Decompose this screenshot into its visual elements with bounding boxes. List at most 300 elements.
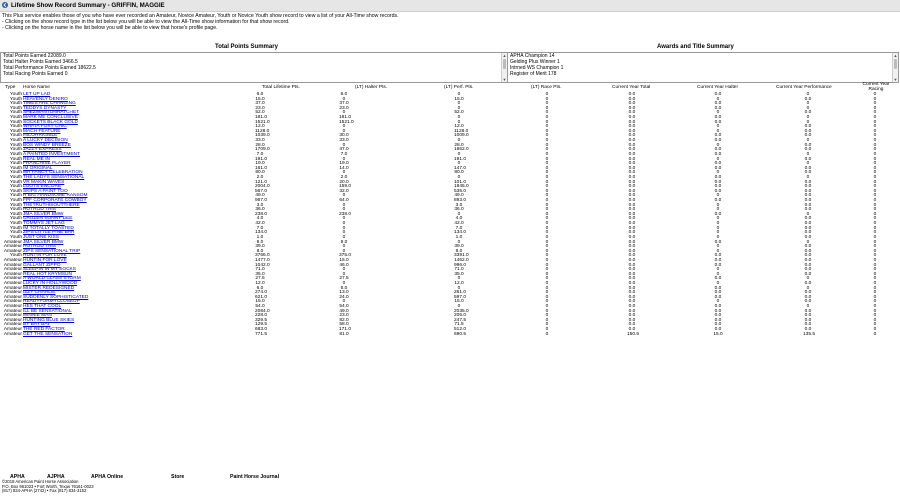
row-halter: 14.0 bbox=[339, 165, 349, 171]
row-type[interactable]: Youth bbox=[9, 92, 22, 97]
row-lifetime: 957.0 bbox=[255, 198, 268, 204]
row-perf: 261.0 bbox=[454, 290, 467, 296]
row-lifetime: 6.0 bbox=[256, 285, 264, 291]
row-type[interactable]: Youth bbox=[9, 211, 22, 217]
row-halter: 159.0 bbox=[339, 184, 352, 190]
row-horse-name-link[interactable]: FPF CORPORATE COWBOY bbox=[23, 198, 87, 204]
row-race: 0 bbox=[545, 271, 549, 277]
row-horse-name-link[interactable]: TEDDYS DYNASTY bbox=[23, 105, 67, 111]
intro-line: This Plus service enables those of you who have ever recorded an Amateur, Novice Amateur, Youth or Novice Youth show record to view a list of your All-Time show records. bbox=[2, 13, 399, 19]
row-lifetime: 2084.0 bbox=[255, 308, 270, 314]
row-horse-name-link[interactable]: SKIPS A PAINT TOO bbox=[23, 188, 68, 194]
row-cy-total: 0.0 bbox=[628, 193, 636, 199]
row-cy-halter: 0.0 bbox=[714, 165, 722, 171]
row-type[interactable]: Amateur bbox=[3, 257, 22, 263]
row-lifetime: 42.0 bbox=[255, 221, 265, 227]
row-race: 0 bbox=[545, 211, 549, 217]
row-cy-halter: 0 bbox=[716, 225, 720, 231]
row-cy-racing: 0 bbox=[873, 161, 877, 167]
row-horse-name-link[interactable]: SOCKETS BLACK GOLD bbox=[23, 119, 78, 125]
footer-link-journal[interactable]: Paint Horse Journal bbox=[230, 474, 280, 480]
row-type[interactable]: Youth bbox=[9, 156, 22, 162]
row-cy-halter: 0.0 bbox=[714, 198, 722, 204]
row-race: 0 bbox=[545, 101, 549, 107]
row-type[interactable]: Youth bbox=[9, 221, 22, 227]
row-type[interactable]: Youth bbox=[9, 225, 22, 231]
row-cy-racing: 0 bbox=[873, 105, 877, 111]
row-horse-name-link[interactable]: MARK ME CONCLUSIVE bbox=[23, 115, 78, 121]
row-horse-name-link[interactable]: MACH FEATURE bbox=[23, 128, 61, 134]
row-race: 0 bbox=[545, 138, 549, 144]
row-cy-perf: 0 bbox=[806, 119, 810, 125]
row-type[interactable]: Youth bbox=[9, 198, 22, 204]
scroll-down-icon[interactable]: ▼ bbox=[893, 77, 898, 82]
row-horse-name-link[interactable]: SUDDENLY SOPHISTICATED bbox=[23, 294, 89, 300]
row-horse-name-link[interactable]: JMA SILVER BMW bbox=[23, 211, 64, 217]
row-cy-perf: 0 bbox=[806, 92, 810, 97]
col-lifetime: Total Lifetime Pts. bbox=[262, 85, 300, 90]
row-cy-racing: 0 bbox=[873, 170, 877, 176]
row-type[interactable]: Youth bbox=[9, 179, 22, 185]
row-lifetime: 329.5 bbox=[255, 317, 268, 323]
row-halter: 0 bbox=[342, 207, 346, 213]
row-halter: 0 bbox=[342, 225, 346, 231]
row-horse-name-link[interactable]: MISTER REDESIGNED bbox=[23, 285, 75, 291]
row-halter: 0 bbox=[342, 170, 346, 176]
row-lifetime: 129.5 bbox=[255, 322, 268, 328]
row-halter: 0 bbox=[342, 299, 346, 305]
row-cy-halter: 0.0 bbox=[714, 239, 722, 245]
row-type[interactable]: Youth bbox=[9, 128, 22, 134]
row-horse-name-link[interactable]: HUNTIN FOR LOVE bbox=[23, 257, 67, 263]
row-halter: 13.0 bbox=[339, 290, 349, 296]
row-type[interactable]: Amateur bbox=[3, 244, 22, 250]
row-cy-total: 0.0 bbox=[628, 230, 636, 236]
row-perf: 0 bbox=[457, 115, 461, 121]
row-horse-name-link[interactable]: THE LADYS SENSATIONAL bbox=[23, 174, 85, 180]
row-cy-racing: 0 bbox=[873, 257, 877, 263]
list-item: Total Performance Points Earned 18622.5 bbox=[3, 65, 96, 71]
row-horse-name-link[interactable]: GALLANT ZIPPO bbox=[23, 262, 61, 268]
row-type[interactable]: Amateur bbox=[3, 322, 22, 328]
row-cy-halter: 0.0 bbox=[714, 327, 722, 333]
row-perf: 28.0 bbox=[454, 142, 464, 148]
row-type[interactable]: Amateur bbox=[3, 239, 22, 245]
row-type[interactable]: Youth bbox=[9, 174, 22, 180]
row-type[interactable]: Youth bbox=[9, 101, 22, 107]
row-type[interactable]: Amateur bbox=[3, 248, 22, 254]
row-horse-name-link[interactable]: TIMES ARE CHANGING bbox=[23, 101, 76, 107]
row-halter: 24.0 bbox=[339, 294, 349, 300]
row-perf: 71.5 bbox=[454, 322, 464, 328]
row-lifetime: 23.0 bbox=[255, 105, 265, 111]
back-arrow-icon[interactable] bbox=[2, 2, 8, 8]
row-type[interactable]: Youth bbox=[9, 115, 22, 121]
row-horse-name-link[interactable]: HES THAT COOL bbox=[23, 304, 62, 310]
row-cy-total: 0.0 bbox=[628, 313, 636, 319]
row-lifetime: 621.0 bbox=[255, 294, 268, 300]
row-lifetime: 228.0 bbox=[255, 313, 268, 319]
row-cy-total: 0.0 bbox=[628, 128, 636, 134]
row-horse-name-link[interactable]: WHATA FOXY CHIC bbox=[23, 124, 67, 130]
row-type[interactable]: Youth bbox=[9, 110, 22, 116]
row-cy-total: 0.0 bbox=[628, 110, 636, 116]
row-horse-name-link[interactable]: REAL HOT KRYMSUN bbox=[23, 271, 72, 277]
row-race: 0 bbox=[545, 327, 549, 333]
row-cy-racing: 0 bbox=[873, 322, 877, 328]
row-cy-racing: 0 bbox=[873, 216, 877, 222]
row-cy-total: 0.0 bbox=[628, 101, 636, 107]
row-cy-total: 0.0 bbox=[628, 188, 636, 194]
row-lifetime: 161.0 bbox=[255, 165, 268, 171]
row-cy-halter: 0 bbox=[716, 124, 720, 130]
row-cy-perf: 0 bbox=[806, 285, 810, 291]
row-perf: 52.0 bbox=[454, 110, 464, 116]
row-halter: 0 bbox=[342, 216, 346, 222]
row-halter: 49.0 bbox=[339, 308, 349, 314]
row-cy-halter: 0.0 bbox=[714, 101, 722, 107]
row-perf: 36.0 bbox=[454, 207, 464, 213]
row-type[interactable]: Youth bbox=[9, 184, 22, 190]
row-race: 0 bbox=[545, 239, 549, 245]
row-race: 0 bbox=[545, 276, 549, 282]
row-horse-name-link[interactable]: IM ORIGINAL bbox=[23, 165, 53, 171]
row-halter: 0 bbox=[342, 280, 346, 286]
row-perf: 49.0 bbox=[454, 193, 464, 199]
footer-link-apha[interactable]: APHA bbox=[10, 474, 25, 480]
row-horse-name-link[interactable]: A LUCKY DECISION bbox=[23, 138, 68, 144]
row-horse-name-link[interactable]: IM TOTALLY TOASTED bbox=[23, 225, 74, 231]
row-halter: 6.0 bbox=[340, 285, 348, 291]
row-cy-racing: 0 bbox=[873, 294, 877, 300]
scroll-up-icon[interactable]: ▲ bbox=[502, 53, 507, 58]
scroll-thumb[interactable] bbox=[503, 59, 506, 69]
row-type[interactable]: Youth bbox=[9, 202, 22, 208]
row-cy-total: 0.0 bbox=[628, 317, 636, 323]
row-cy-perf: 0 bbox=[806, 115, 810, 121]
row-horse-name-link[interactable]: LET UP LAD bbox=[23, 92, 51, 97]
row-cy-halter: 0.0 bbox=[714, 105, 722, 111]
intro-line: - Clicking on the show record type in the list below you will be able to view the All-Time show information for that show record. bbox=[2, 19, 290, 26]
total-points-heading: Total Points Summary bbox=[215, 44, 278, 50]
row-perf: 7.0 bbox=[455, 225, 463, 231]
row-cy-total: 0.0 bbox=[628, 271, 636, 277]
row-lifetime: 1.0 bbox=[256, 234, 264, 240]
row-horse-name-link[interactable]: ZIPS LITTLE PINE BAR bbox=[23, 230, 75, 236]
row-cy-racing: 0 bbox=[873, 248, 877, 254]
row-race: 0 bbox=[545, 253, 549, 259]
row-type[interactable]: Youth bbox=[9, 193, 22, 199]
row-race: 0 bbox=[545, 188, 549, 194]
list-item: Total Points Earned 22089.0 bbox=[3, 53, 66, 59]
row-cy-perf: 0.0 bbox=[804, 184, 812, 190]
list-item: Total Racing Points Earned 0 bbox=[3, 71, 68, 77]
row-perf: 12.0 bbox=[454, 280, 464, 286]
row-cy-total: 0.0 bbox=[628, 225, 636, 231]
row-horse-name-link[interactable]: FRANCHISE PLAYER bbox=[23, 161, 71, 167]
row-race: 0 bbox=[545, 216, 549, 222]
row-cy-total: 0.0 bbox=[628, 165, 636, 171]
row-horse-name-link[interactable]: A PAINTED INVESTMENT bbox=[23, 151, 80, 157]
row-horse-name-link[interactable]: HOTROD THIS bbox=[23, 207, 56, 213]
row-race: 0 bbox=[545, 294, 549, 300]
row-horse-name-link[interactable]: LOOTS ENCORE bbox=[23, 184, 62, 190]
row-horse-name-link[interactable]: LUCKY IN HOLLYWOOD bbox=[23, 280, 78, 286]
row-type[interactable]: Youth bbox=[9, 96, 22, 102]
row-horse-name-link[interactable]: HEAVENLY DENIRO bbox=[23, 96, 68, 102]
row-type[interactable]: Youth bbox=[9, 216, 22, 222]
row-horse-name-link[interactable]: CRUZEN SONNY DEE bbox=[23, 216, 73, 222]
row-type[interactable]: Youth bbox=[9, 188, 22, 194]
row-cy-perf: 0 bbox=[806, 151, 810, 157]
row-cy-total: 0.0 bbox=[628, 239, 636, 245]
scroll-down-icon[interactable]: ▼ bbox=[502, 77, 507, 82]
row-horse-name-link[interactable]: BOS WINDY BREEZE bbox=[23, 142, 71, 148]
row-type[interactable]: Youth bbox=[9, 124, 22, 130]
row-cy-total: 0.0 bbox=[628, 202, 636, 208]
row-race: 0 bbox=[545, 96, 549, 102]
row-cy-perf: 0.0 bbox=[804, 248, 812, 254]
row-race: 0 bbox=[545, 244, 549, 250]
row-cy-halter: 0 bbox=[716, 216, 720, 222]
row-horse-name-link[interactable]: MR FANCY CELEBRATION bbox=[23, 170, 83, 176]
row-type[interactable]: Amateur bbox=[3, 313, 22, 319]
row-cy-racing: 0 bbox=[873, 147, 877, 153]
footer-link-store[interactable]: Store bbox=[171, 474, 185, 480]
row-perf: 15.0 bbox=[454, 299, 464, 305]
row-type[interactable]: Youth bbox=[9, 230, 22, 236]
total-points-list[interactable] bbox=[0, 52, 508, 83]
list-item: Register of Merit 178 bbox=[510, 71, 557, 77]
scrollbar[interactable] bbox=[892, 53, 898, 82]
row-cy-total: 0.0 bbox=[628, 304, 636, 310]
row-halter: 64.0 bbox=[339, 198, 349, 204]
row-lifetime: 1042.0 bbox=[255, 262, 270, 268]
title-bar bbox=[0, 0, 900, 12]
row-horse-name-link[interactable]: INCORRIGIBLE bbox=[23, 133, 58, 139]
col-race: (LT) Race Pts. bbox=[531, 85, 562, 90]
row-perf: 15.0 bbox=[454, 96, 464, 102]
row-halter: 32.0 bbox=[339, 188, 349, 194]
row-type[interactable]: Youth bbox=[9, 234, 22, 240]
row-type[interactable]: Youth bbox=[9, 147, 22, 153]
row-cy-halter: 0 bbox=[716, 96, 720, 102]
row-type[interactable]: Amateur bbox=[3, 267, 22, 273]
row-cy-halter: 0.0 bbox=[714, 151, 722, 157]
row-perf: 1128.0 bbox=[454, 128, 469, 134]
row-horse-name-link[interactable]: JMA SILVER BMW bbox=[23, 239, 64, 245]
row-cy-perf: 0 bbox=[806, 276, 810, 282]
row-race: 0 bbox=[545, 179, 549, 185]
row-type[interactable]: Amateur bbox=[3, 299, 22, 305]
row-halter: 23.0 bbox=[339, 105, 349, 111]
row-type[interactable]: Youth bbox=[9, 165, 22, 171]
row-lifetime: 49.0 bbox=[255, 193, 265, 199]
row-type[interactable]: Amateur bbox=[3, 304, 22, 310]
row-race: 0 bbox=[545, 304, 549, 310]
row-horse-name-link[interactable]: MINNIE MAN bbox=[23, 313, 52, 319]
footer-link-apha-online[interactable]: APHA Online bbox=[91, 474, 124, 480]
row-horse-name-link[interactable]: HOTROD THIS bbox=[23, 244, 56, 250]
row-halter: 37.0 bbox=[339, 101, 349, 107]
row-race: 0 bbox=[545, 322, 549, 328]
row-cy-halter: 0.0 bbox=[714, 92, 722, 97]
list-item: APHA Champion 14 bbox=[510, 53, 555, 59]
row-cy-perf: 0.0 bbox=[804, 244, 812, 250]
row-horse-name-link[interactable]: GET THE SENSATION bbox=[23, 331, 73, 337]
scroll-up-icon[interactable]: ▲ bbox=[893, 53, 898, 58]
row-horse-name-link[interactable]: HUNTING BLUE SKIES bbox=[23, 317, 75, 323]
row-cy-halter: 0.0 bbox=[714, 317, 722, 323]
row-horse-name-link[interactable]: IZZY CHARLIE bbox=[23, 290, 56, 296]
row-cy-halter: 0.0 bbox=[714, 322, 722, 328]
row-perf: 4.0 bbox=[455, 216, 463, 222]
row-horse-name-link[interactable]: TOMMYS JET LAG bbox=[23, 221, 65, 227]
row-horse-name-link[interactable]: THE RED FACTOR bbox=[23, 327, 65, 333]
row-type[interactable]: Youth bbox=[9, 151, 22, 157]
row-type[interactable]: Amateur bbox=[3, 280, 22, 286]
show-record-table bbox=[0, 83, 900, 337]
row-cy-perf: 0.0 bbox=[804, 221, 812, 227]
row-type[interactable]: Youth bbox=[9, 133, 22, 139]
row-perf: 35.0 bbox=[454, 271, 464, 277]
row-cy-total: 0.0 bbox=[628, 211, 636, 217]
row-perf: 0 bbox=[457, 276, 461, 282]
row-cy-halter: 0.0 bbox=[714, 133, 722, 139]
row-race: 0 bbox=[545, 151, 549, 157]
row-cy-perf: 135.5 bbox=[803, 331, 816, 337]
row-horse-name-link[interactable]: ILL BE SENSATIONAL bbox=[23, 308, 72, 314]
row-cy-halter: 0 bbox=[716, 128, 720, 134]
row-cy-perf: 0.0 bbox=[804, 271, 812, 277]
row-halter: 30.0 bbox=[339, 133, 349, 139]
row-cy-perf: 0.0 bbox=[804, 133, 812, 139]
row-horse-name-link[interactable]: ZIPS SENSATIONAL TRIP bbox=[23, 248, 81, 254]
row-lifetime: 1477.0 bbox=[255, 257, 270, 263]
row-type[interactable]: Youth bbox=[9, 253, 22, 259]
row-cy-total: 0.0 bbox=[628, 299, 636, 305]
row-cy-racing: 0 bbox=[873, 308, 877, 314]
row-horse-name-link[interactable]: JAZZY EXPRESS bbox=[23, 147, 62, 153]
row-halter: 0 bbox=[342, 128, 346, 134]
row-type[interactable]: Youth bbox=[9, 138, 22, 144]
row-cy-racing: 0 bbox=[873, 110, 877, 116]
row-halter: 0 bbox=[342, 244, 346, 250]
row-type[interactable]: Youth bbox=[9, 170, 22, 176]
row-perf: 1662.0 bbox=[454, 147, 469, 153]
row-horse-name-link[interactable]: VR MAKIN WAVES bbox=[23, 179, 65, 185]
row-cy-racing: 0 bbox=[873, 221, 877, 227]
row-type[interactable]: Amateur bbox=[3, 331, 22, 337]
row-perf: 101.0 bbox=[454, 179, 467, 185]
row-perf: 597.0 bbox=[454, 294, 467, 300]
row-type[interactable]: Amateur bbox=[3, 290, 22, 296]
row-cy-racing: 0 bbox=[873, 304, 877, 310]
row-lifetime: 33.0 bbox=[255, 138, 265, 144]
row-perf: 3391.0 bbox=[454, 253, 469, 259]
row-cy-perf: 0.0 bbox=[804, 207, 812, 213]
row-type[interactable]: Youth bbox=[9, 142, 22, 148]
row-perf: 996.0 bbox=[454, 262, 467, 268]
row-type[interactable]: Youth bbox=[9, 105, 22, 111]
awards-heading: Awards and Title Summary bbox=[657, 44, 734, 50]
row-cy-perf: 0.0 bbox=[804, 267, 812, 273]
row-horse-name-link[interactable]: R BIG HANDSOME RANSOM bbox=[23, 193, 88, 199]
row-type[interactable]: Amateur bbox=[3, 271, 22, 277]
col-halter: (LT) Halter Pts. bbox=[355, 85, 388, 90]
row-type[interactable]: Amateur bbox=[3, 262, 22, 268]
row-cy-perf: 0.0 bbox=[804, 290, 812, 296]
row-type[interactable]: Youth bbox=[9, 119, 22, 125]
footer-address bbox=[2, 480, 94, 494]
row-lifetime: 181.0 bbox=[255, 115, 268, 121]
row-cy-perf: 0.0 bbox=[804, 110, 812, 116]
row-cy-total: 0.0 bbox=[628, 257, 636, 263]
row-type[interactable]: Amateur bbox=[3, 294, 22, 300]
row-cy-racing: 0 bbox=[873, 138, 877, 144]
row-horse-name-link[interactable]: REAL ME IN bbox=[23, 156, 51, 162]
row-race: 0 bbox=[545, 142, 549, 148]
row-horse-name-link[interactable]: HUNTIN FOR LOVE bbox=[23, 253, 67, 259]
row-type[interactable]: Youth bbox=[9, 161, 22, 167]
scroll-thumb[interactable] bbox=[894, 59, 897, 69]
row-type[interactable]: Amateur bbox=[3, 285, 22, 291]
footer bbox=[0, 474, 900, 499]
row-race: 0 bbox=[545, 198, 549, 204]
row-type[interactable]: Amateur bbox=[3, 327, 22, 333]
row-race: 0 bbox=[545, 280, 549, 286]
row-cy-halter: 0 bbox=[716, 193, 720, 199]
row-cy-perf: 0.0 bbox=[804, 253, 812, 259]
row-type[interactable]: Youth bbox=[9, 207, 22, 213]
row-cy-halter: 0.0 bbox=[714, 138, 722, 144]
row-race: 0 bbox=[545, 207, 549, 213]
row-horse-name-link[interactable]: BY BAY BAY bbox=[23, 322, 51, 328]
table-body bbox=[0, 93, 900, 337]
row-lifetime: 238.0 bbox=[255, 211, 268, 217]
row-cy-racing: 0 bbox=[873, 133, 877, 139]
row-horse-name-link[interactable]: THETRUTHISOUTTHERE bbox=[23, 202, 80, 208]
footer-link-ajpha[interactable]: AJPHA bbox=[47, 474, 65, 480]
row-horse-name-link[interactable]: JUST ONE KISS bbox=[23, 234, 59, 240]
row-cy-halter: 0.0 bbox=[714, 119, 722, 125]
row-cy-perf: 0.0 bbox=[804, 313, 812, 319]
row-cy-total: 0.0 bbox=[628, 174, 636, 180]
row-cy-racing: 0 bbox=[873, 179, 877, 185]
row-type[interactable]: Amateur bbox=[3, 308, 22, 314]
table-row bbox=[0, 333, 900, 338]
row-halter: 15.0 bbox=[339, 257, 349, 263]
row-type[interactable]: Amateur bbox=[3, 317, 22, 323]
row-halter: 181.0 bbox=[339, 115, 352, 121]
row-horse-name-link[interactable]: A WORLD CLASS STORM bbox=[23, 276, 81, 282]
row-cy-perf: 0.0 bbox=[804, 188, 812, 194]
row-cy-total: 0.0 bbox=[628, 248, 636, 254]
row-lifetime: 39.0 bbox=[255, 244, 265, 250]
row-cy-perf: 0.0 bbox=[804, 322, 812, 328]
row-perf: 0 bbox=[457, 174, 461, 180]
row-cy-racing: 0 bbox=[873, 327, 877, 333]
awards-list[interactable] bbox=[507, 52, 899, 83]
row-horse-name-link[interactable]: READYFORMYCLOSEUP bbox=[23, 299, 80, 305]
row-cy-halter: 0 bbox=[716, 230, 720, 236]
row-horse-name-link[interactable]: SHEZWANTONRATCHET bbox=[23, 110, 80, 116]
row-horse-name-link[interactable]: SLEEPIN IN MY SOCKS bbox=[23, 267, 76, 273]
row-type[interactable]: Amateur bbox=[3, 276, 22, 282]
row-lifetime: 1039.0 bbox=[255, 133, 270, 139]
row-lifetime: 134.0 bbox=[255, 230, 268, 236]
row-cy-total: 0.0 bbox=[628, 156, 636, 162]
